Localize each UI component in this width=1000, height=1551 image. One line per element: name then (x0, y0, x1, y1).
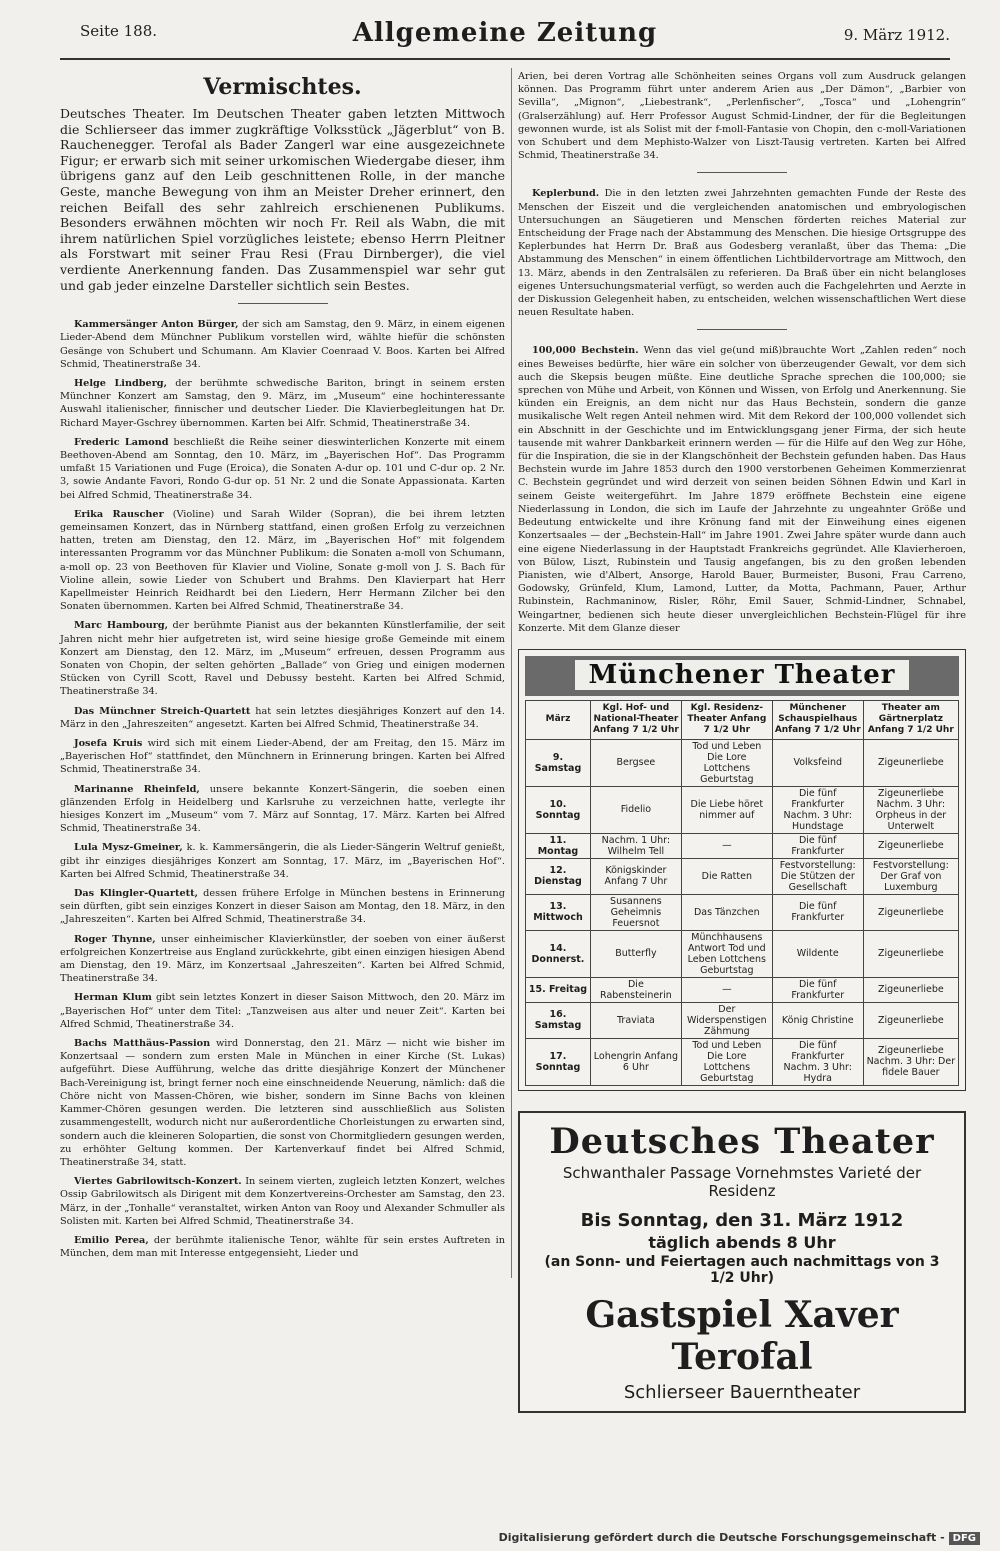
article-body: Die in den letzten zwei Jahrzehnten gemachten Funde der Reste des Menschen der Eiszeit und die vergleichenden anatomischen und embryologischen Untersuchungen an Säugetieren und Menschen förderten reiches Material zur Entscheidung der Frage nach der Abstammung des Menschen. Die hiesige Ortsgruppe des Keplerbundes hat Herrn Dr. Braß aus Godesberg veranlaßt, über das Thema: „Die Abstammung des Menschen“ in einem öffentlichen Lichtbildervortrage am Mittwoch, den 13. März, abends in den Zentralsälen zu referieren. Da Braß über ein nicht belangloses eigenes Untersuchungsmaterial verfügt, so werden auch die Fachgelehrten und Aerzte in der Diskussion Gelegenheit haben, zu entscheiden, welchen wissenschaftlichen Wert diese neuen Resultate haben. (518, 188, 966, 319)
schedule-cell: Die Rabensteinerin (590, 977, 681, 1002)
article-continuation: Arien, bei deren Vortrag alle Schönheiten seines Organs voll zum Ausdruck gelangen können. Das Programm führt unter anderem Arien aus „Der Dämon“, „Barbier von Sevilla“, „Mignon“, „Liebestrank“, „Perlenfischer“, „Tosca“ und „Lohengrin“ (Gralserzählung) auf. Herr Professor August Schmid-Lindner, der für die Begleitungen gewonnen wurde, ist als Solist mit der f-moll-Fantasie von Chopin, den c-moll-Variationen von Schubert und dem Mephisto-Walzer von Liszt-Tausig vertreten. Karten bei Alfred Schmid, Theatinerstraße 34. (518, 71, 966, 162)
left-column (60, 70, 505, 1266)
schedule-cell: König Christine (772, 1002, 863, 1038)
schedule-cell: — (681, 977, 772, 1002)
schedule-date-cell: 10. Sonntag (526, 786, 591, 833)
article-title: 100,000 Bechstein. (532, 345, 639, 357)
separator (697, 329, 787, 330)
ad-company: Schlierseer Bauerntheater (623, 1381, 861, 1403)
schedule-date-cell: 14. Donnerst. (526, 930, 591, 977)
notice-text: beschließt die Reihe seiner dieswinterlichen Konzerte mit einem Beethoven-Abend am Sonntag, den 10. März, im „Bayerischen Hof“. Das Programm umfaßt 15 Variationen und Fuge (Eroica), die Sonaten A-dur op. 101 und C-dur op. 2 Nr. 3, sowie Andante Favori, Rondo G-dur op. 51 Nr. 2 und die Sonate Appassionata. Karten bei Alfred Schmid, Theatinerstraße 34. (60, 436, 505, 501)
ad-title: Deutsches Theater (549, 1120, 935, 1162)
notice-list (60, 318, 505, 1260)
notice-name: Marinanne Rheinfeld, (74, 783, 200, 795)
notice-name: Helge Lindberg, (74, 377, 167, 389)
schedule-cell: Traviata (590, 1002, 681, 1038)
ad-headline: Gastspiel Xaver Terofal (585, 1293, 899, 1378)
schedule-header-cell: Kgl. Hof- und National-Theater Anfang 7 1/2 Uhr (590, 700, 681, 739)
right-column (518, 70, 966, 1413)
schedule-date-cell: 9. Samstag (526, 739, 591, 786)
schedule-cell: Wildente (772, 930, 863, 977)
notice-text: der berühmte Pianist aus der bekannten Künstlerfamilie, der seit Jahren nicht mehr hier aufgetreten ist, wird seine hiesige große Gemeinde mit einem Konzert am Dienstag, den 12. März, im „Museum“ erfreuen, dessen Programm aus Sonaten von Chopin, der selten gehörten „Ballade“ von Grieg und einigen modernen Stücken von Cyrill Scott, Ravel und Debussy besteht. Karten bei Alfred Schmid, Theatinerstraße 34. (60, 620, 505, 698)
schedule-header-cell: Kgl. Residenz-Theater Anfang 7 1/2 Uhr (681, 700, 772, 739)
notice-text: der sich am Samstag, den 9. März, in einem eigenen Lieder-Abend dem Münchner Publikum vorstellen wird, wählte hiefür die schönsten Gesänge von Schubert und Schumann. Am Klavier Coenraad V. Boos. Karten bei Alfred Schmid, Theatinerstraße 34. (60, 319, 505, 370)
schedule-row (526, 930, 959, 977)
schedule-date-cell: 11. Montag (526, 833, 591, 858)
article-bechstein (518, 344, 966, 634)
notice-item (60, 1234, 505, 1260)
schedule-cell: Zigeunerliebe (863, 977, 958, 1002)
schedule-cell: Fidelio (590, 786, 681, 833)
notice-item (60, 991, 505, 1031)
schedule-cell: Zigeunerliebe (863, 930, 958, 977)
notice-text: (Violine) und Sarah Wilder (Sopran), die bei ihrem letzten gemeinsamen Konzert, das in Nürnberg stattfand, einen großen Erfolg zu verzeichnen hatten, treten am Dienstag, den 12. März, im „Bayerischen Hof“ mit folgendem interessanten Programm vor das Münchner Publikum: die Sonaten a-moll von Schumann, a-moll op. 23 von Beethoven für Klavier und Violine, Sonate g-moll von J. S. Bach für Violine allein, sowie Lieder von Schubert und Brahms. Den Klavierpart hat Herr Kapellmeister Heinrich Reidhardt bei den Liedern, Herr Hermann Zilcher bei den Sonaten übernommen. Karten bei Alfred Schmid, Theatinerstraße 34. (60, 508, 505, 613)
schedule-row (526, 739, 959, 786)
notice-name: Bachs Matthäus-Passion (74, 1038, 211, 1050)
article-body: Wenn das viel ge(und miß)brauchte Wort „Zahlen reden“ noch eines Beweises bedürfte, hier wäre ein solcher von überzeugender Gewalt, vor dem sich auch die Skepsis beugen müßte. Eine deutliche Sprache sprechen die 100,000; sie sprechen von Mühe und Arbeit, von Können und Wissen, von Erfolg und Anerkennung. Sie künden ein Ereignis, an dem nicht nur das Haus Bechstein, sondern die ganze musikalische Welt regen Anteil nehmen wird. Mit dem Rekord der 100,000 vollendet sich ein Abschnitt in der Geschichte und im Entwicklungsgang jener Firma, der sich heute tausende mit wahrer Dankbarkeit erinnern werden — für die Hilfe auf den Weg zur Höhe, für die Inspiration, die sie in der Klangschönheit der Bechstein gefunden haben. Das Haus Bechstein wurde im Jahre 1853 durch den 1900 verstorbenen Geheimen Kommerzienrat C. Bechstein gegründet und wird derzeit von seinen beiden Söhnen Edwin und Karl in seinem Geiste weitergeführt. Im Jahre 1879 eröffnete Bechstein eine eigene Niederlassung in London, die sich im Laufe der Jahrzehnte zu ungeahnter Größe und Bedeutung entwickelte und ihre Krönung fand mit der Einweihung eines eigenen Konzertsaales — der „Bechstein-Hall“ im Jahre 1901. Zwei Jahre später wurde dann auch eine eigene Niederlassung in der Hauptstadt Frankreichs gegründet. Alle Klavierheroen, von Bülow, Liszt, Rubinstein und Tausig angefangen, bis zu den großen lebenden Pianisten, wie d'Albert, Ansorge, Harold Bauer, Burmeister, Busoni, Frau Carreno, Godowsky, Grünfeld, Klum, Lamond, Lutter, da Motta, Pachmann, Pauer, Arthur Rubinstein, Rachmaninow, Risler, Röhr, Emil Sauer, Schmid-Lindner, Schnabel, Weingartner, bedienen sich heute dieser unvergleichlichen Bechstein-Flügel für ihre Konzerte. Mit dem Glanze dieser (518, 345, 967, 634)
notice-text: unsere bekannte Konzert-Sängerin, die soeben einen glänzenden Erfolg in Heidelberg und Karlsruhe zu verzeichnen hatte, verlegte ihr hiesiges Konzert im „Museum“ vom 7. März auf Sonntag, 17. März. Karten bei Alfred Schmid, Theatinerstraße 34. (60, 783, 506, 835)
schedule-header-row (526, 700, 959, 739)
notice-name: Marc Hambourg, (74, 620, 169, 632)
separator (238, 303, 328, 304)
schedule-cell: Festvorstellung: Die Stützen der Gesellschaft (772, 858, 863, 894)
schedule-cell: Susannens Geheimnis Feuersnot (590, 894, 681, 930)
schedule-row (526, 1002, 959, 1038)
schedule-cell: Der Widerspenstigen Zähmung (681, 1002, 772, 1038)
notice-text: In seinem vierten, zugleich letzten Konzert, welches Ossip Gabrilowitsch als Dirigent mit dem Konzertvereins-Orchester am Samstag, den 23. März, in der „Tonhalle“ veranstaltet, wirken Anton van Rooy und Alexander Schmuller als Solisten mit. Karten bei Alfred Schmid, Theatinerstraße 34. (60, 1176, 505, 1227)
schedule-row (526, 894, 959, 930)
schedule-row (526, 977, 959, 1002)
schedule-cell: Die Ratten (681, 858, 772, 894)
notice-item (60, 705, 505, 731)
schedule-cell: Butterfly (590, 930, 681, 977)
schedule-cell: Lohengrin Anfang 6 Uhr (590, 1038, 681, 1085)
notice-text: unser einheimischer Klavierkünstler, der soeben von einer äußerst erfolgreichen Konzertreise aus England zurückkehrte, gibt einen einzigen hiesigen Abend am Dienstag, den 19. März, im Konzertsaal „Jahreszeiten“. Karten bei Alfred Schmid, Theatinerstraße 34. (60, 933, 505, 985)
schedule-table (525, 700, 959, 1086)
article-title: Keplerbund. (532, 188, 600, 200)
notice-item (60, 737, 505, 777)
schedule-cell: Zigeunerliebe Nachm. 3 Uhr: Der fidele Bauer (863, 1038, 958, 1085)
notice-name: Das Klingler-Quartett, (74, 888, 198, 900)
notice-item (60, 841, 505, 881)
notice-text: wird Donnerstag, den 21. März — nicht wie bisher im Konzertsaal — sondern zum ersten Male in München in einer Kirche (St. Lukas) aufgeführt. Diese Aufführung, welche das dritte diesjährige Konzert der Münchener Bach-Vereinigung ist, bringt ferner noch eine einschneidende Neuerung, nämlich: daß die Chöre nicht von Massen-Chören, wie bisher, sondern im Sinne Bachs von kleinen Kammer-Chören gesungen werden. Die letzteren sind ausschließlich aus Solisten zusammengestellt, wodurch nicht nur außerordentliche Chorleistungen zu erwarten sind, sondern auch die kleineren Solopartien, die sonst von Chormitgliedern gesungen werden, zu erhöhter Geltung kommen. Der Kartenverkauf findet bei Alfred Schmid, Theatinerstraße 34, statt. (60, 1038, 505, 1168)
notice-text: der berühmte italienische Tenor, wählte für sein erstes Auftreten in München, dem man mit Interesse entgegensieht, Lieder und (60, 1234, 505, 1260)
notice-item (60, 1037, 505, 1169)
schedule-date-cell: 12. Dienstag (526, 858, 591, 894)
schedule-header-cell: Münchener Schauspielhaus Anfang 7 1/2 Uhr (772, 700, 863, 739)
lead-article: Deutsches Theater. Im Deutschen Theater gaben letzten Mittwoch die Schlierseer das immer zugkräftige Volksstück „Jägerblut“ von B. Rauchenegger. Terofal als Bader Zangerl war eine ausgezeichnete Figur; er erwarb sich mit seiner urkomischen Wiedergabe dieser, ihm übrigens ganz auf den Leib geschnittenen Rolle, in der manche Geste, manche Bewegung von ihm an Meister Dreher erinnert, den reichen Beifall des sehr zahlreich erschienenen Publikums. Besonders erwähnen möchten wir noch Fr. Reil als Wabn, die mit ihrem natürlichen Spiel vorzügliches leistete; ebenso Herrn Pleitner als Forstwart mit seiner Frau Resi (Frau Dirnberger), die viel verdiente Anerkennung fanden. Das Zusammenspiel war sehr gut und gab jeder einzelne Darsteller sichtlich sein Bestes. (60, 106, 505, 293)
schedule-cell: Münchhausens Antwort Tod und Leben Lottchens Geburtstag (681, 930, 772, 977)
separator (697, 172, 787, 173)
notice-name: Herman Klum (74, 992, 152, 1004)
notice-name: Das Münchner Streich-Quartett (74, 705, 251, 717)
schedule-cell: Königskinder Anfang 7 Uhr (590, 858, 681, 894)
dfg-logo: DFG (949, 1532, 980, 1545)
notice-item (60, 377, 505, 430)
schedule-cell: Tod und Leben Die Lore Lottchens Geburtstag (681, 1038, 772, 1085)
notice-text: hat sein letztes diesjähriges Konzert auf den 14. März in den „Jahreszeiten“ angesetzt. Karten bei Alfred Schmid, Theatinerstraße 34. (60, 705, 505, 730)
notice-name: Viertes Gabrilowitsch-Konzert. (74, 1176, 242, 1188)
theater-title: Münchener Theater (525, 656, 959, 696)
schedule-row (526, 858, 959, 894)
schedule-date-cell: 16. Samstag (526, 1002, 591, 1038)
notice-name: Roger Thynne, (74, 933, 156, 945)
schedule-row (526, 1038, 959, 1085)
footer-credit: Digitalisierung gefördert durch die Deutsche Forschungsgemeinschaft - DFG (499, 1531, 980, 1545)
schedule-cell: Die fünf Frankfurter Nachm. 3 Uhr: Hydra (772, 1038, 863, 1085)
schedule-cell: Die fünf Frankfurter Nachm. 3 Uhr: Hundstage (772, 786, 863, 833)
notice-name: Kammersänger Anton Bürger, (74, 319, 239, 331)
notice-text: der berühmte schwedische Bariton, bringt in seinem ersten Münchner Konzert am Samstag, den 9. März, im „Museum“ eine hochinteressante Auswahl italienischer, finnischer und deutscher Lieder. Die Klavierbegleitungen hat Dr. Richard Mayer-Gschrey übernommen. Karten bei Alfr. Schmid, Theatinerstraße 34. (60, 377, 505, 429)
schedule-header-cell: März (526, 700, 591, 739)
notice-item (60, 318, 505, 371)
schedule-cell: Volksfeind (772, 739, 863, 786)
schedule-cell: Die Liebe höret nimmer auf (681, 786, 772, 833)
schedule-date-cell: 13. Mittwoch (526, 894, 591, 930)
notice-item (60, 436, 505, 502)
notice-name: Emilio Perea, (74, 1234, 149, 1246)
schedule-cell: Das Tänzchen (681, 894, 772, 930)
notice-text: k. k. Kammersängerin, die als Lieder-Sängerin Weltruf genießt, gibt ihr einziges diesjähriges Konzert am Sonntag, 17. März, im „Bayerischen Hof“. Karten bei Alfred Schmid, Theatinerstraße 34. (60, 842, 505, 880)
notice-text: gibt sein letztes Konzert in dieser Saison Mittwoch, den 20. März im „Bayerischen Hof“ unter dem Titel: „Tanzweisen aus alter und neuer Zeit“. Karten bei Alfred Schmid, Theatinerstraße 34. (60, 992, 505, 1030)
schedule-cell: Die fünf Frankfurter (772, 977, 863, 1002)
notice-name: Lula Mysz-Gmeiner, (74, 842, 183, 854)
schedule-cell: Die fünf Frankfurter (772, 894, 863, 930)
newspaper-title: Allgemeine Zeitung (352, 18, 658, 48)
notice-name: Erika Rauscher (74, 508, 164, 520)
theater-schedule (518, 649, 966, 1091)
issue-date: 9. März 1912. (843, 26, 950, 44)
schedule-cell: Zigeunerliebe Nachm. 3 Uhr: Orpheus in der Unterwelt (863, 786, 958, 833)
schedule-cell: Zigeunerliebe (863, 833, 958, 858)
page-number: Seite 188. (80, 22, 158, 40)
schedule-date-cell: 17. Sonntag (526, 1038, 591, 1085)
ad-dates: Bis Sonntag, den 31. März 1912 (580, 1209, 904, 1231)
schedule-cell: Festvorstellung: Der Graf von Luxemburg (863, 858, 958, 894)
schedule-cell: Tod und Leben Die Lore Lottchens Geburtstag (681, 739, 772, 786)
schedule-cell: Zigeunerliebe (863, 894, 958, 930)
notice-text: wird sich mit einem Lieder-Abend, der am Freitag, den 15. März im „Bayerischen Hof“ stattfindet, den Münchnern in Erinnerung bringen. Karten bei Alfred Schmid, Theatinerstraße 34. (60, 738, 505, 776)
schedule-cell: Die fünf Frankfurter (772, 833, 863, 858)
article-keplerbund (518, 187, 966, 319)
notice-name: Josefa Kruis (74, 738, 143, 750)
notice-text: dessen frühere Erfolge in München bestens in Erinnerung sein dürften, gibt sein einziges Konzert in dieser Saison am Montag, den 18. März, in den „Jahreszeiten“. Karten bei Alfred Schmid, Theatinerstraße 34. (60, 888, 505, 926)
page-header (60, 18, 950, 60)
schedule-cell: — (681, 833, 772, 858)
ad-subtitle: Schwanthaler Passage Vornehmstes Varieté der Residenz (562, 1163, 922, 1200)
notice-item (60, 619, 505, 698)
schedule-row (526, 833, 959, 858)
notice-name: Frederic Lamond (74, 436, 169, 448)
notice-item (60, 508, 505, 614)
ad-note: (an Sonn- und Feiertagen auch nachmittags von 3 1/2 Uhr) (544, 1253, 940, 1286)
schedule-cell: Bergsee (590, 739, 681, 786)
column-divider (511, 68, 512, 1278)
schedule-cell: Zigeunerliebe (863, 1002, 958, 1038)
schedule-date-cell: 15. Freitag (526, 977, 591, 1002)
schedule-cell: Nachm. 1 Uhr: Wilhelm Tell (590, 833, 681, 858)
schedule-cell: Zigeunerliebe (863, 739, 958, 786)
notice-item (60, 933, 505, 986)
ad-time: täglich abends 8 Uhr (648, 1232, 836, 1252)
section-heading: Vermischtes. (203, 74, 362, 100)
advertisement (518, 1111, 966, 1413)
schedule-row (526, 786, 959, 833)
notice-item (60, 1175, 505, 1228)
notice-item (60, 887, 505, 927)
notice-item (60, 783, 505, 836)
schedule-header-cell: Theater am Gärtnerplatz Anfang 7 1/2 Uhr (863, 700, 958, 739)
